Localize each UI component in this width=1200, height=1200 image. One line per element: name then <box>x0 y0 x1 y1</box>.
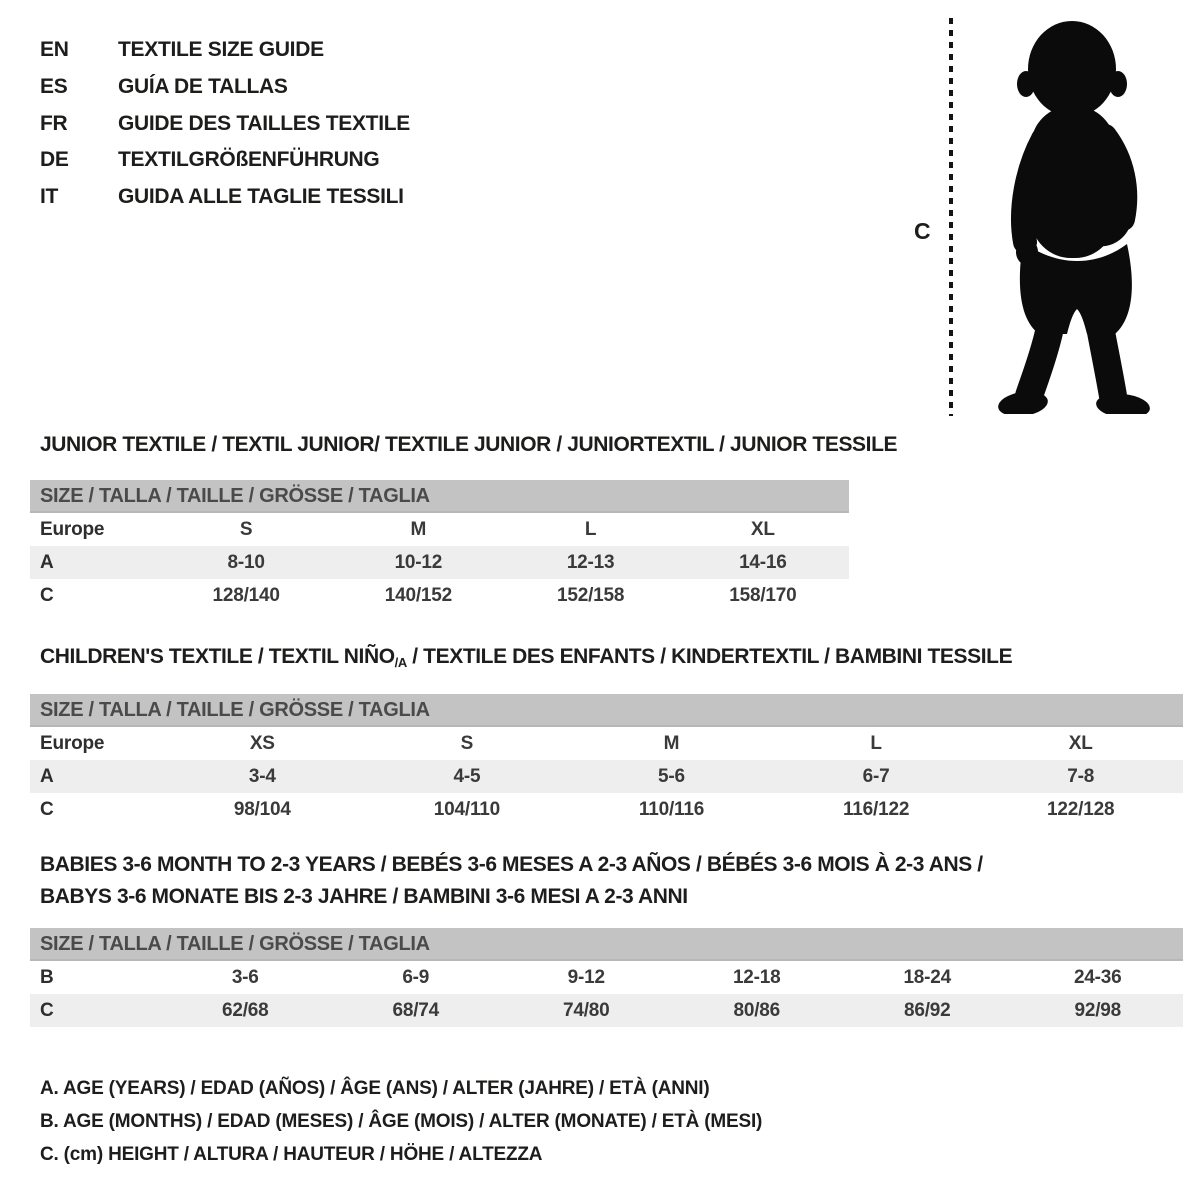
legend-line-a: A. AGE (YEARS) / EDAD (AÑOS) / ÂGE (ANS) / ALTER (JAHRE) / ETÀ (ANNI) <box>40 1078 710 1099</box>
heading-subscript: /A <box>394 655 407 670</box>
language-row <box>40 32 410 69</box>
language-title: TEXTILE SIZE GUIDE <box>118 38 324 61</box>
babies-section-heading-line1: BABIES 3-6 MONTH TO 2-3 YEARS / BEBÉS 3-6 MESES A 2-3 AÑOS / BÉBÉS 3-6 MOIS À 2-3 ANS / <box>40 853 983 876</box>
table-row <box>30 546 849 579</box>
size-cell: 24-36 <box>1073 966 1122 988</box>
size-cell: 92/98 <box>1074 999 1122 1021</box>
row-label: C <box>40 584 54 606</box>
language-title: TEXTILGRÖßENFÜHRUNG <box>118 148 380 172</box>
table-row <box>30 961 1183 994</box>
column-header: Europe <box>40 518 105 540</box>
language-title: GUIDA ALLE TAGLIE TESSILI <box>118 185 404 209</box>
table-row <box>30 513 849 546</box>
row-label: C <box>40 798 54 820</box>
column-header: XL <box>750 518 775 540</box>
size-cell: 68/74 <box>392 999 440 1021</box>
measurement-legend <box>40 1072 762 1171</box>
language-row <box>40 69 410 106</box>
table-row <box>30 994 1183 1027</box>
size-cell: 6-9 <box>402 966 430 988</box>
size-cell: 12-13 <box>566 551 615 573</box>
babies-size-header-bar: SIZE / TALLA / TAILLE / GRÖSSE / TAGLIA <box>30 928 1183 961</box>
heading-text: CHILDREN'S TEXTILE / TEXTIL NIÑO <box>40 645 395 668</box>
size-cell: 86/92 <box>903 999 951 1021</box>
size-cell: 18-24 <box>903 966 952 988</box>
children-size-header-bar: SIZE / TALLA / TAILLE / GRÖSSE / TAGLIA <box>30 694 1183 727</box>
column-header: XS <box>249 732 275 754</box>
junior-section-heading: JUNIOR TEXTILE / TEXTIL JUNIOR/ TEXTILE JUNIOR / JUNIORTEXTIL / JUNIOR TESSILE <box>40 433 898 456</box>
column-header: S <box>239 518 253 540</box>
size-cell: 12-18 <box>732 966 781 988</box>
junior-textile-section <box>30 433 898 612</box>
column-header: XL <box>1068 732 1093 754</box>
size-cell: 62/68 <box>221 999 269 1021</box>
table-row <box>30 760 1183 793</box>
language-row <box>40 142 410 179</box>
row-label: B <box>40 966 54 988</box>
language-code: DE <box>40 148 69 172</box>
language-title: GUÍA DE TALLAS <box>118 74 288 98</box>
children-textile-section <box>30 645 1183 826</box>
height-measure-label: C <box>914 218 931 244</box>
row-label: A <box>40 765 54 787</box>
size-cell: 74/80 <box>562 999 610 1021</box>
junior-size-header-bar: SIZE / TALLA / TAILLE / GRÖSSE / TAGLIA <box>30 480 849 513</box>
size-cell: 6-7 <box>862 765 890 787</box>
column-header: S <box>460 732 474 754</box>
size-cell: 128/140 <box>212 584 280 606</box>
babies-textile-section <box>30 849 1183 1027</box>
language-code: ES <box>40 74 68 98</box>
language-row <box>40 179 410 216</box>
size-cell: 10-12 <box>394 551 443 573</box>
column-header: Europe <box>40 732 105 754</box>
size-cell: 9-12 <box>567 966 605 988</box>
size-cell: 122/128 <box>1047 798 1115 820</box>
size-cell: 104/110 <box>433 798 500 820</box>
table-row <box>30 793 1183 826</box>
legend-line-c: C. (cm) HEIGHT / ALTURA / HAUTEUR / HÖHE / ALTEZZA <box>40 1144 543 1165</box>
size-cell: 14-16 <box>739 551 787 573</box>
row-label: C <box>40 999 54 1021</box>
heading-text: / TEXTILE DES ENFANTS / KINDERTEXTIL / BAMBINI TESSILE <box>406 645 1013 668</box>
table-row <box>30 727 1183 760</box>
language-code: FR <box>40 111 68 135</box>
size-cell: 8-10 <box>227 551 265 573</box>
size-cell: 152/158 <box>556 584 625 606</box>
size-cell: 98/104 <box>233 798 291 820</box>
babies-section-heading-line2: BABYS 3-6 MONATE BIS 2-3 JAHRE / BAMBINI 3-6 MESI A 2-3 ANNI <box>40 885 688 908</box>
language-code: IT <box>40 185 59 209</box>
language-row <box>40 106 410 143</box>
table-row <box>30 579 849 612</box>
language-title-list <box>40 32 410 216</box>
size-cell: 80/86 <box>733 999 781 1021</box>
size-cell: 5-6 <box>658 765 685 787</box>
toddler-silhouette-icon <box>986 14 1158 414</box>
size-cell: 7-8 <box>1067 765 1095 787</box>
size-cell: 140/152 <box>384 584 453 606</box>
row-label: A <box>40 551 54 573</box>
column-header: L <box>870 732 882 754</box>
size-cell: 110/116 <box>638 798 705 820</box>
language-code: EN <box>40 38 69 61</box>
column-header: L <box>584 518 597 540</box>
language-title: GUIDE DES TAILLES TEXTILE <box>118 111 410 135</box>
legend-line-b: B. AGE (MONTHS) / EDAD (MESES) / ÂGE (MOIS) / ALTER (MONATE) / ETÀ (MESI) <box>40 1111 763 1132</box>
children-section-heading <box>30 645 1183 675</box>
size-cell: 3-6 <box>231 966 259 988</box>
junior-size-table <box>30 513 849 612</box>
children-size-table <box>30 727 1183 826</box>
size-cell: 158/170 <box>729 584 797 606</box>
babies-size-table <box>30 961 1183 1027</box>
height-measure-dashed-line <box>949 18 953 416</box>
size-cell: 4-5 <box>453 765 481 787</box>
column-header: M <box>410 518 427 540</box>
size-cell: 3-4 <box>248 765 276 787</box>
size-cell: 116/122 <box>842 798 910 820</box>
column-header: M <box>663 732 680 754</box>
